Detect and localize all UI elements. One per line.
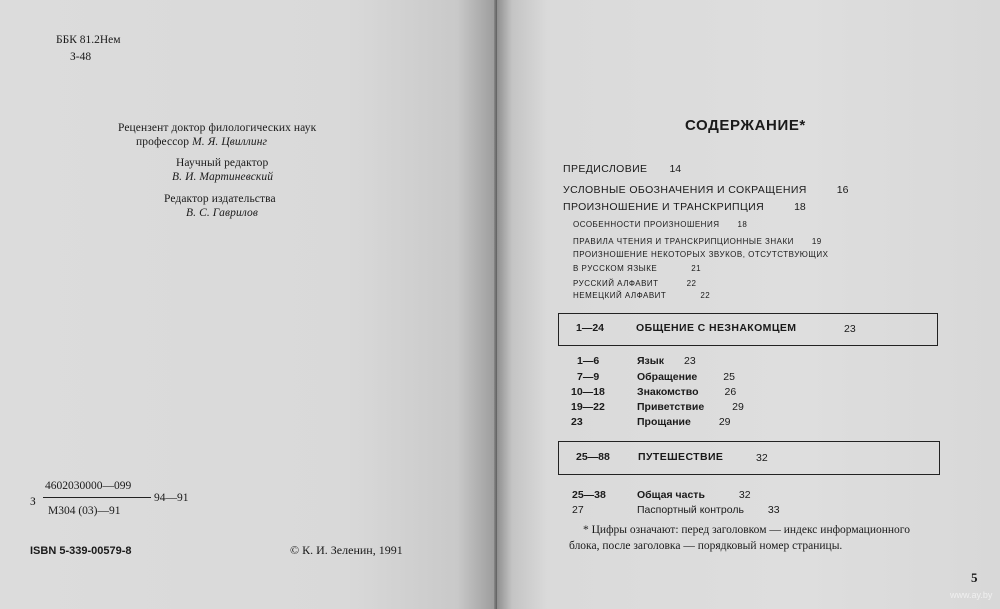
toc-subentry-page: 19 [811, 237, 822, 246]
toc-entry [563, 197, 806, 215]
toc-item-page: 25 [723, 371, 735, 383]
toc-item-title: Обращение [637, 371, 698, 383]
toc-subentry-label: В РУССКОМ ЯЗЫКЕ [573, 264, 658, 273]
toc-item [572, 500, 780, 518]
toc-entry-label: ПРОИЗНОШЕНИЕ И ТРАНСКРИПЦИЯ [563, 201, 765, 213]
toc-item-page: 32 [738, 489, 751, 501]
toc-subentry-page: 18 [737, 220, 748, 229]
toc-subentry [573, 285, 710, 303]
reviewer-name-line [136, 136, 267, 148]
toc-item-title: Приветствие [637, 401, 705, 413]
toc-subentry-page: 21 [691, 264, 702, 273]
toc-item-page: 29 [732, 401, 744, 413]
toc-item-page: 26 [724, 386, 737, 398]
toc-subentry-label: ПРАВИЛА ЧТЕНИЯ И ТРАНСКРИПЦИОННЫЕ ЗНАКИ [573, 237, 794, 246]
section-range: 1—24 [576, 322, 605, 334]
toc-item-range: 25—38 [572, 489, 606, 501]
toc-item-range: 19—22 [571, 401, 605, 413]
isbn: ISBN 5-339-00579-8 [30, 545, 132, 557]
toc-title: СОДЕРЖАНИЕ* [685, 117, 806, 134]
imprint-denominator: М304 (03)—91 [48, 505, 121, 517]
reviewer-title: профессор [136, 136, 190, 148]
toc-subentry-page: 22 [686, 279, 697, 288]
fraction-bar [43, 497, 151, 498]
toc-item-title: Паспортный контроль [637, 504, 744, 516]
toc-item [571, 412, 731, 430]
scientific-editor-label: Научный редактор [176, 157, 269, 169]
toc-entry-page: 18 [794, 201, 806, 213]
toc-subentry-page: 22 [700, 291, 711, 300]
toc-item-range: 10—18 [571, 386, 605, 398]
toc-subentry [573, 214, 747, 232]
toc-entry-page: 16 [836, 184, 849, 196]
toc-subentry-label: НЕМЕЦКИЙ АЛФАВИТ [573, 291, 667, 300]
section-box [558, 313, 938, 346]
section-box [558, 441, 940, 475]
toc-item-title: Общая часть [637, 489, 705, 501]
reviewer-name: М. Я. Цвиллинг [192, 136, 268, 148]
publishing-editor-label: Редактор издательства [164, 193, 276, 205]
toc-item-title: Прощание [637, 416, 691, 428]
section-title: ПУТЕШЕСТВИЕ [638, 451, 724, 463]
toc-item-range: 7—9 [577, 371, 600, 383]
section-range: 25—88 [576, 451, 610, 463]
footnote-line-1: * Цифры означают: перед заголовком — индекс информационного [583, 524, 910, 536]
toc-subentry-label: РУССКИЙ АЛФАВИТ [573, 279, 659, 288]
imprint-numerator: 4602030000—099 [45, 480, 132, 492]
section-title: ОБЩЕНИЕ С НЕЗНАКОМЦЕМ [636, 322, 797, 334]
section-page: 23 [844, 323, 856, 335]
right-page [497, 0, 1000, 609]
toc-item-page: 29 [718, 416, 731, 428]
imprint-suffix: 94—91 [154, 492, 189, 504]
page-number: 5 [971, 570, 978, 585]
toc-entry-label: ПРЕДИСЛОВИЕ [563, 163, 648, 175]
toc-item-range: 1—6 [577, 355, 600, 367]
toc-item-range: 23 [571, 416, 583, 428]
toc-entry-page: 14 [669, 163, 682, 175]
toc-subentry-label: ОСОБЕННОСТИ ПРОИЗНОШЕНИЯ [573, 220, 720, 229]
watermark: www.ay.by [950, 590, 993, 600]
section-page: 32 [756, 452, 768, 464]
author-sign: З-48 [70, 51, 92, 63]
publishing-editor-name: В. С. Гаврилов [186, 207, 258, 219]
toc-entry-label: УСЛОВНЫЕ ОБОЗНАЧЕНИЯ И СОКРАЩЕНИЯ [563, 184, 807, 196]
toc-item-range: 27 [572, 504, 584, 516]
left-page [0, 0, 497, 609]
footnote-line-2: блока, после заголовка — порядковый номер страницы. [569, 540, 843, 552]
toc-entry [563, 180, 848, 198]
reviewer-line: Рецензент доктор филологических наук [118, 122, 317, 134]
toc-item-title: Язык [637, 355, 664, 367]
copyright: © К. И. Зеленин, 1991 [290, 543, 403, 557]
toc-entry [563, 159, 681, 177]
imprint-letter: З [30, 496, 36, 508]
scientific-editor-name: В. И. Мартиневский [172, 171, 274, 183]
toc-item-page: 33 [767, 504, 780, 516]
toc-item-page: 23 [684, 355, 696, 367]
toc-item-title: Знакомство [637, 386, 699, 398]
toc-subentry-label: ПРОИЗНОШЕНИЕ НЕКОТОРЫХ ЗВУКОВ, ОТСУТСТВУЮЩИХ [573, 250, 829, 259]
bbk-code: ББК 81.2Нем [56, 34, 121, 46]
